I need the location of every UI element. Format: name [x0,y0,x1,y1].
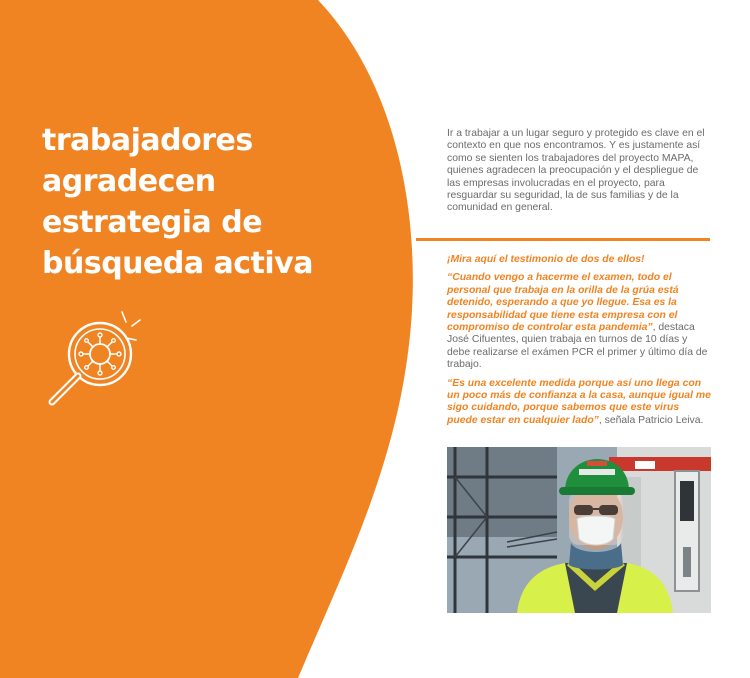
testimonial-attribution: , destaca José Cifuentes, quien trabaja en turnos de 10 días y debe realizarse el exámen PCR el primer y último día de trabajo. [447,322,708,371]
title-line: trabajadores [42,123,253,158]
testimonials-section [447,254,711,433]
title-line: búsqueda activa [42,246,313,281]
testimonial-quote: “Es una excelente medida porque así uno llega con un poco más de confianza a la casa, aunque igual me sigo cuidando, porque sabemos que este virus puede estar en cualquier lado” [447,377,711,426]
title-line: agradecen [42,164,216,199]
testimonial-1 [447,272,711,371]
title-line: estrategia de [42,205,263,240]
magnifier-virus-icon [36,304,146,414]
worker-photo [447,447,711,613]
testimonial-quote: “Cuando vengo a hacerme el examen, todo el personal que trabaja en la orilla de la grúa está detenido, esperando a que yo llegue. Esa es la responsabilidad que tiene esta empresa con el compromiso de controlar esta pandemia” [447,272,679,334]
testimonial-2 [447,378,711,428]
section-divider [416,238,710,241]
intro-paragraph: Ir a trabajar a un lugar seguro y protegido es clave en el contexto en que nos encontramos. Y es justamente así como se sienten los trabajadores del proyecto MAPA, quienes agradecen la preocupación y el despliegue de las empresas involucradas en el proyecto, para resguardar su seguridad, la de sus familias y de la comunidad en general. [447,128,705,214]
testimonial-attribution: , señala Patricio Leiva. [598,414,704,426]
page-title [42,120,372,284]
testimonials-lead: ¡Mira aquí el testimonio de dos de ellos! [447,254,645,265]
